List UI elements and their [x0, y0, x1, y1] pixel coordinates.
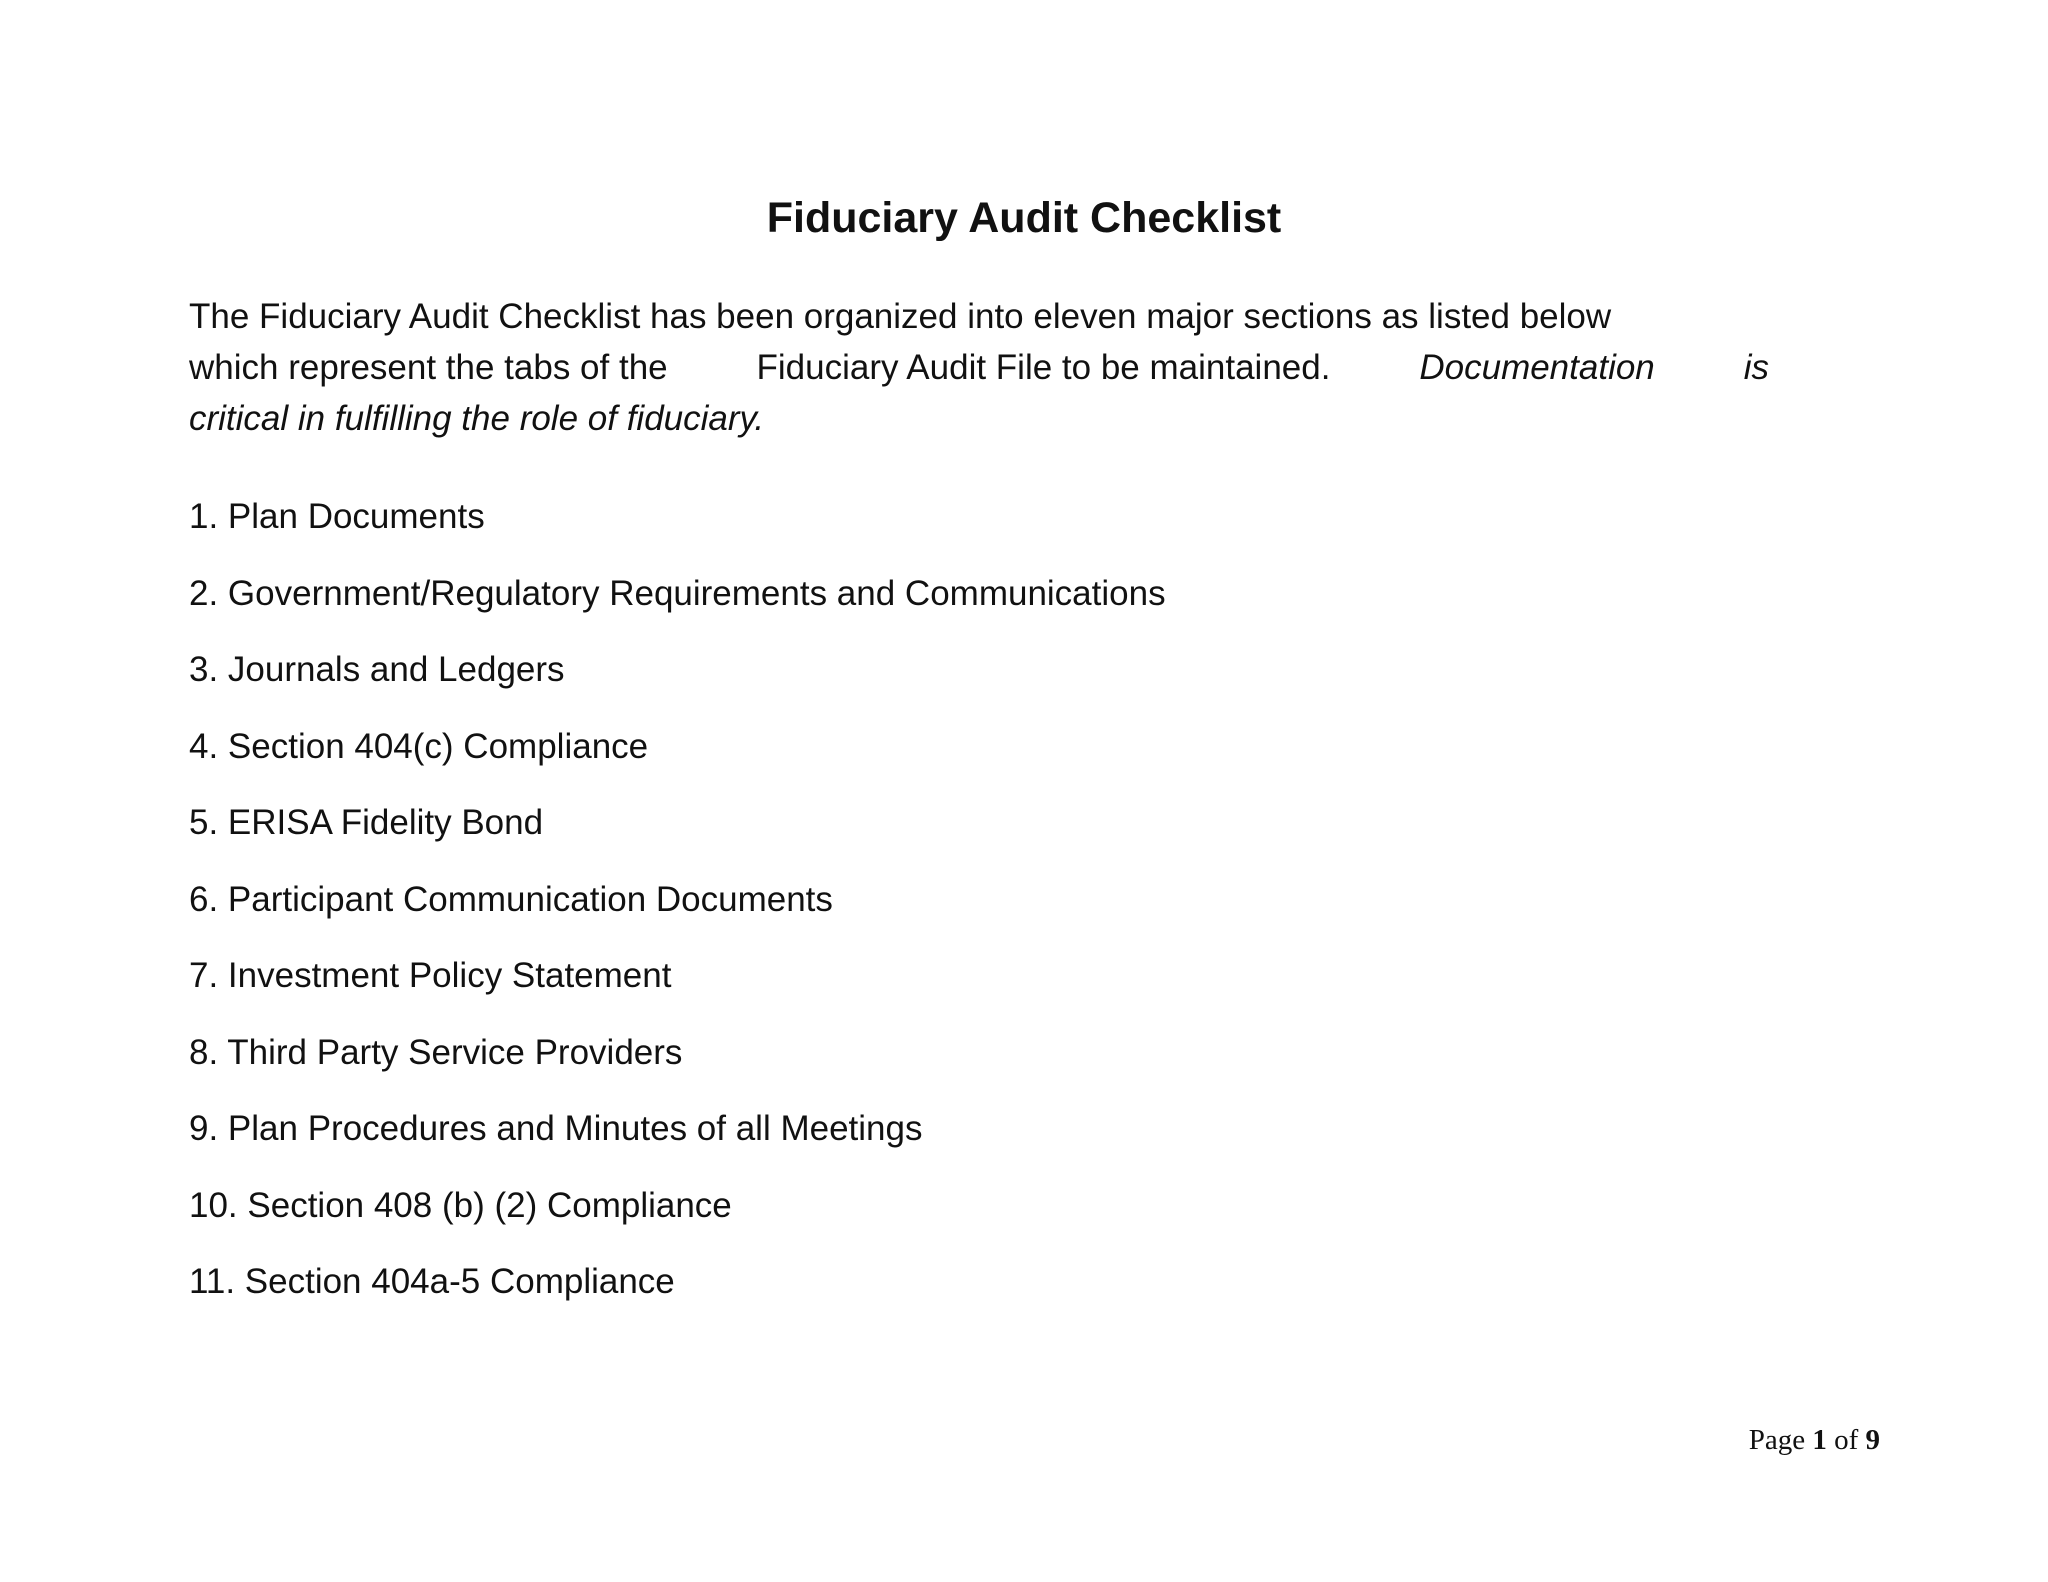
list-item: 2. Government/Regulatory Requirements and Communications: [189, 573, 1166, 613]
intro-line-1: The Fiduciary Audit Checklist has been organized into eleven major sections as listed below: [189, 297, 1612, 336]
list-item: 1. Plan Documents: [189, 497, 485, 536]
list-item: 10. Section 408 (b) (2) Compliance: [189, 1185, 732, 1225]
intro-line-2-italic-a: Documentation: [1419, 348, 1655, 387]
list-item: 7. Investment Policy Statement: [189, 956, 672, 995]
list-item: 3. Journals and Ledgers: [189, 650, 565, 689]
current-page-number: 1: [1812, 1424, 1827, 1456]
intro-line-3: critical in fulfilling the role of fiduciary.: [189, 399, 765, 438]
intro-line-2-text-b: Fiduciary Audit File to be maintained.: [756, 348, 1331, 387]
intro-line-2-text-a: which represent the tabs of the: [189, 348, 668, 387]
page-label: Page: [1748, 1424, 1806, 1456]
list-item: 6. Participant Communication Documents: [189, 879, 833, 919]
intro-line-2-italic-b: is: [1743, 348, 1769, 387]
list-item: 9. Plan Procedures and Minutes of all Meetings: [189, 1109, 923, 1148]
list-item: 8. Third Party Service Providers: [189, 1032, 683, 1072]
list-item: 11. Section 404a-5 Compliance: [189, 1262, 675, 1301]
list-item: 5. ERISA Fidelity Bond: [189, 803, 544, 842]
list-item: 4. Section 404(c) Compliance: [189, 726, 649, 766]
intro-line-2: [189, 342, 1769, 393]
page-title: Fiduciary Audit Checklist: [766, 194, 1282, 242]
section-list: [189, 492, 1166, 1334]
total-page-count: 9: [1865, 1424, 1880, 1456]
intro-paragraph: [189, 291, 1769, 444]
page-number-footer: [1749, 1420, 1880, 1460]
of-label: of: [1834, 1424, 1859, 1456]
